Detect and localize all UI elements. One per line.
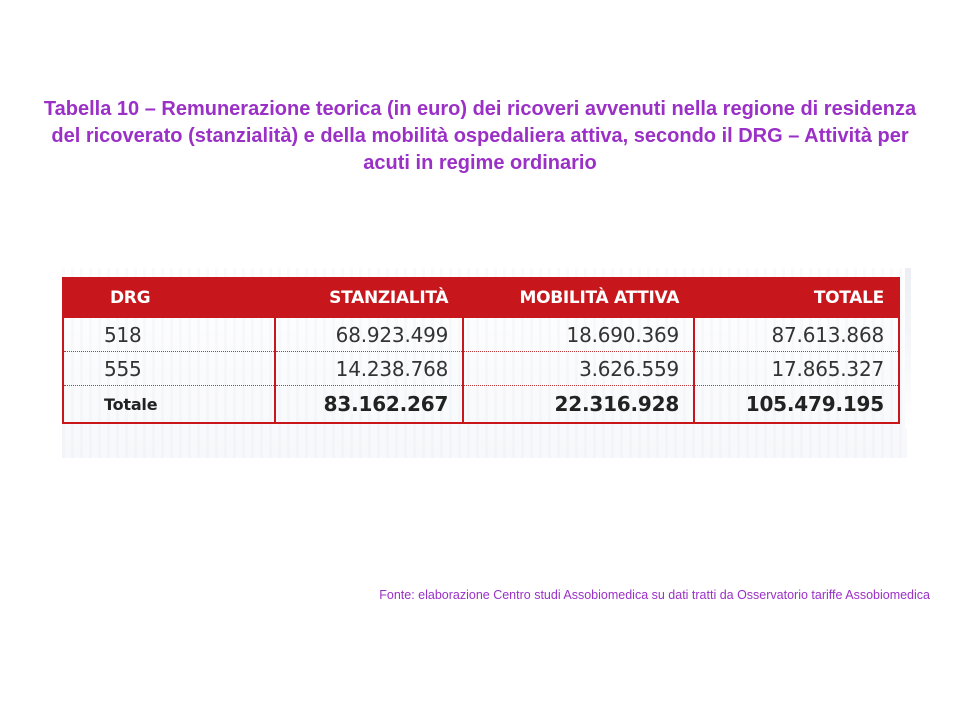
source-note: Fonte: elaborazione Centro studi Assobiomedica su dati tratti da Osservatorio tariffe Assobiomedica (379, 588, 930, 602)
cell-stanzialita: 68.923.499 (275, 317, 463, 352)
cell-mobilita-attiva: 3.626.559 (463, 352, 694, 386)
cell-drg: 555 (63, 352, 275, 386)
cell-mobilita-attiva: 18.690.369 (463, 317, 694, 352)
drg-table-image (62, 268, 907, 458)
table-header-row (63, 278, 899, 317)
table-row (63, 352, 899, 386)
column-header-drg: DRG (63, 278, 275, 317)
cell-total-stanzialita: 83.162.267 (275, 386, 463, 424)
drg-remuneration-table (62, 277, 900, 424)
page-title: Tabella 10 – Remunerazione teorica (in euro) dei ricoveri avvenuti nella regione di residenza del ricoverato (stanzialità) e della mobilità ospedaliera attiva, secondo il DRG – Attività per acuti in regime ordinario (43, 98, 917, 174)
cell-stanzialita: 14.238.768 (275, 352, 463, 386)
column-header-stanzialita: STANZIALITÀ (275, 278, 463, 317)
column-header-mobilita-attiva: MOBILITÀ ATTIVA (463, 278, 694, 317)
table-row (63, 317, 899, 352)
column-header-totale: TOTALE (694, 278, 899, 317)
cell-total-mobilita-attiva: 22.316.928 (463, 386, 694, 424)
cell-total-label: Totale (63, 386, 275, 424)
cell-totale: 87.613.868 (694, 317, 899, 352)
table-total-row (63, 386, 899, 424)
cell-total-totale: 105.479.195 (694, 386, 899, 424)
cell-totale: 17.865.327 (694, 352, 899, 386)
cell-drg: 518 (63, 317, 275, 352)
